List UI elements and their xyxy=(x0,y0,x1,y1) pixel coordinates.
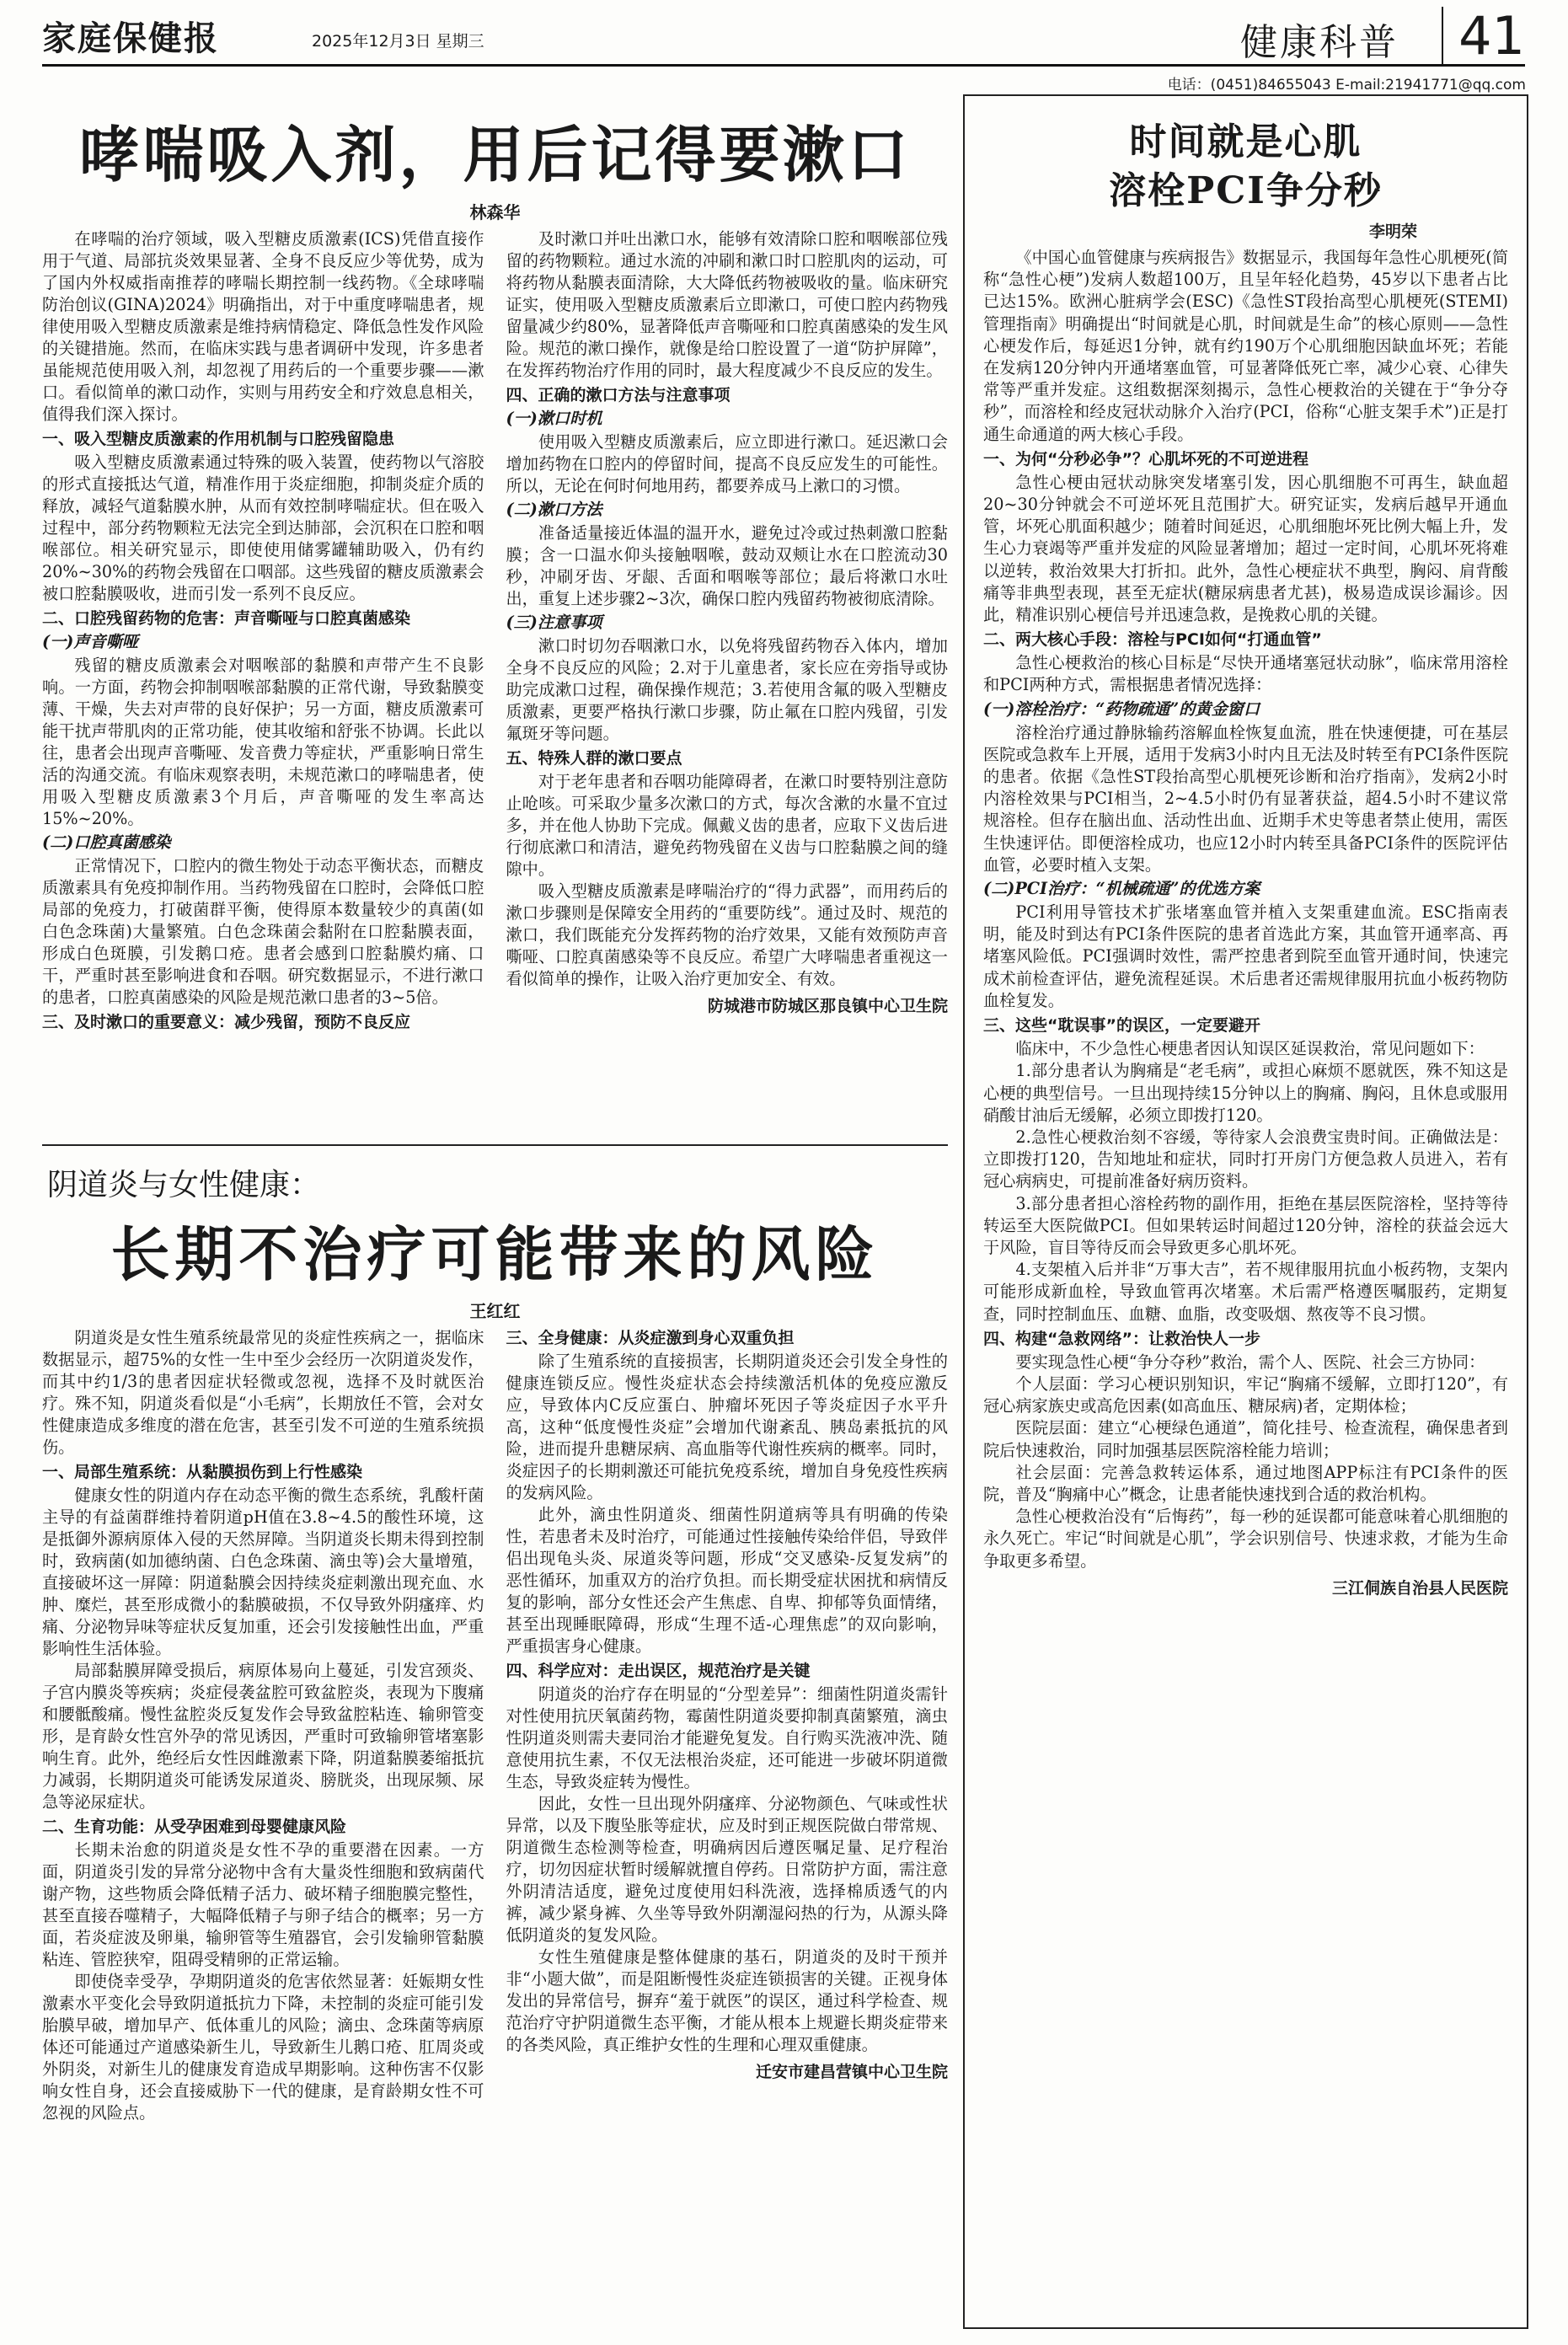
article-author: 王红红 xyxy=(469,1301,521,1321)
paragraph: 3.部分患者担心溶栓药物的副作用，拒绝在基层医院溶栓，坚持等待转运至大医院做PCI。但如果转运时间超过120分钟，溶栓的获益会远大于风险，盲目等待反而会导致更多心肌坏死。 xyxy=(983,1193,1508,1257)
paragraph: 阴道炎的治疗存在明显的“分型差异”：细菌性阴道炎需针对性使用抗厌氧菌药物，霉菌性阴道炎要抑制真菌繁殖，滴虫性阴道炎则需夫妻同治才能避免复发。自行购买洗液冲洗、随意使用抗生素，不仅无法根治炎症，还可能进一步破坏阴道微生态，导致炎症转为慢性。 xyxy=(506,1684,948,1791)
subsection-heading: (三)注意事项 xyxy=(506,613,602,632)
article-title: 哮喘吸入剂，用后记得要漱口 xyxy=(78,119,912,190)
paragraph: 漱口时切勿吞咽漱口水，以免将残留药物吞入体内，增加全身不良反应的风险；2.对于儿童患者，家长应在旁指导或协助完成漱口过程，确保操作规范；3.若使用含氟的吸入型糖皮质激素，更要严格执行漱口步骤，防止氟在口腔内残留，引发氟斑牙等问题。 xyxy=(506,636,948,743)
section-name: 健康科普 xyxy=(1240,21,1399,64)
subsection-heading: (二)口腔真菌感染 xyxy=(42,833,171,852)
contact-line: 电话：(0451)84655043 E-mail:21941771@qq.com xyxy=(1167,77,1526,94)
paragraph: 局部黏膜屏障受损后，病原体易向上蔓延，引发宫颈炎、子宫内膜炎等疾病；炎症侵袭盆腔可致盆腔炎，表现为下腹痛和腰骶酸痛。慢性盆腔炎反复发作会导致盆腔粘连、输卵管变形，是育龄女性宫外孕的常见诱因，严重时可致输卵管堵塞影响生育。此外，绝经后女性因雌激素下降，阴道黏膜萎缩抵抗力减弱，长期阴道炎可能诱发尿道炎、膀胱炎，出现尿频、尿急等泌尿症状。 xyxy=(42,1661,484,1812)
paragraph: 长期未治愈的阴道炎是女性不孕的重要潜在因素。一方面，阴道炎引发的异常分泌物中含有大量炎性细胞和致病菌代谢产物，这些物质会降低精子活力、破坏精子细胞膜完整性，甚至直接吞噬精子，大幅降低精子与卵子结合的概率；另一方面，若炎症波及卵巢，输卵管等生殖器官，会引发输卵管黏膜粘连、管腔狭窄，阻碍受精卵的正常运输。 xyxy=(42,1840,484,1969)
article-author: 林森华 xyxy=(469,202,521,222)
section-heading: 四、构建“急救网络”：让救治快人一步 xyxy=(983,1329,1260,1348)
article-title: 长期不治疗可能带来的风险 xyxy=(110,1219,880,1289)
signature: 三江侗族自治县人民医院 xyxy=(1331,1578,1508,1598)
paragraph: 吸入型糖皮质激素是哮喘治疗的“得力武器”，而用药后的漱口步骤则是保障安全用药的“重要防线”。通过及时、规范的漱口，我们既能充分发挥药物的治疗效果，又能有效预防声音嘶哑、口腔真菌感染等不良反应。希望广大哮喘患者重视这一看似简单的操作，让吸入治疗更加安全、有效。 xyxy=(506,881,948,988)
paragraph: 吸入型糖皮质激素通过特殊的吸入装置，使药物以气溶胶的形式直接抵达气道，精准作用于炎症细胞，抑制炎症介质的释放，减轻气道黏膜水肿，从而有效控制哮喘症状。但在吸入过程中，部分药物颗粒无法完全到达肺部，会沉积在口腔和咽喉部位。相关研究显示，即使使用储雾罐辅助吸入，仍有约20%~30%的药物会残留在口咽部。这些残留的糖皮质激素会被口腔黏膜吸收，进而引发一系列不良反应。 xyxy=(42,452,484,603)
paragraph: 在哮喘的治疗领域，吸入型糖皮质激素(ICS)凭借直接作用于气道、局部抗炎效果显著、全身不良反应少等优势，成为了国内外权威指南推荐的哮喘长期控制一线药物。《全球哮喘防治创议(GINA)2024》明确指出，对于中重度哮喘患者，规律使用吸入型糖皮质激素是维持病情稳定、降低急性发作风险的关键措施。然而，在临床实践与患者调研中发现，许多患者虽能规范使用吸入剂，却忽视了用药后的一个重要步骤——漱口。看似简单的漱口动作，实则与用药安全和疗效息息相关，值得我们深入探讨。 xyxy=(42,229,484,424)
article-heart-attack xyxy=(963,94,1528,2329)
subsection-heading: (一)声音嘶哑 xyxy=(42,632,139,651)
section-heading: 五、特殊人群的漱口要点 xyxy=(506,749,682,768)
section-heading: 三、全身健康：从炎症激到身心双重负担 xyxy=(506,1329,795,1347)
subsection-heading: (二)漱口方法 xyxy=(506,500,602,519)
article-author: 李明荣 xyxy=(1368,222,1417,241)
paragraph: 此外，滴虫性阴道炎、细菌性阴道病等具有明确的传染性，若患者未及时治疗，可能通过性接触传染给伴侣，导致伴侣出现龟头炎、尿道炎等问题，形成“交叉感染-反复发病”的恶性循环，加重双方的治疗负担。而长期受症状困扰和病情反复的影响，部分女性还会产生焦虑、自卑、抑郁等负面情绪，甚至出现睡眠障碍，形成“生理不适-心理焦虑”的双向影响，严重损害身心健康。 xyxy=(506,1505,948,1656)
paragraph: 4.支架植入后并非“万事大吉”，若不规律服用抗血小板药物，支架内可能形成新血栓，导致血管再次堵塞。术后需严格遵医嘱服药，定期复查，同时控制血压、血糖、血脂，改变吸烟、熬夜等不良习惯。 xyxy=(983,1260,1508,1324)
paper-name: 家庭保健报 xyxy=(42,19,219,58)
paragraph: 及时漱口并吐出漱口水，能够有效清除口腔和咽喉部位残留的药物颗粒。通过水流的冲刷和漱口时口腔肌肉的运动，可将药物从黏膜表面清除，大大降低药物被吸收的量。临床研究证实，使用吸入型糖皮质激素后立即漱口，可使口腔内药物残留量减少约80%，显著降低声音嘶哑和口腔真菌感染的发生风险。规范的漱口操作，就像是给口腔设置了一道“防护屏障”，在发挥药物治疗作用的同时，最大程度减少不良反应的发生。 xyxy=(506,229,948,380)
paragraph: 急性心梗救治的核心目标是“尽快开通堵塞冠状动脉”，临床常用溶栓和PCI两种方式，需根据患者情况选择： xyxy=(983,653,1508,695)
section-heading: 三、及时漱口的重要意义：减少残留，预防不良反应 xyxy=(42,1013,411,1031)
section-heading: 二、生育功能：从受孕困难到母婴健康风险 xyxy=(42,1818,347,1836)
section-heading: 四、科学应对：走出误区，规范治疗是关键 xyxy=(506,1662,811,1680)
signature: 防城港市防城区那良镇中心卫生院 xyxy=(707,997,948,1015)
paragraph: 医院层面：建立“心梗绿色通道”，简化挂号、检查流程，确保患者到院后快速救治，同时加强基层医院溶栓能力培训； xyxy=(983,1418,1508,1460)
section-heading: 二、口腔残留药物的危害：声音嘶哑与口腔真菌感染 xyxy=(42,609,411,628)
section-heading: 一、吸入型糖皮质激素的作用机制与口腔残留隐患 xyxy=(42,430,395,448)
title-line-2: 溶栓PCI争分秒 xyxy=(1109,169,1383,212)
paragraph: 个人层面：学习心梗识别知识，牢记“胸痛不缓解，立即打120”，有冠心病家族史或高危因素(如高血压、糖尿病)者，定期体检； xyxy=(983,1373,1508,1416)
masthead xyxy=(42,5,1525,67)
signature: 迁安市建昌营镇中心卫生院 xyxy=(755,2063,948,2081)
paragraph: 即使侥幸受孕，孕期阴道炎的危害依然显著：妊娠期女性激素水平变化会导致阴道抵抗力下降，未控制的炎症可能引发胎膜早破，增加早产、低体重儿的风险；滴虫、念珠菌等病原体还可能通过产道感染新生儿，导致新生儿鹅口疮、肛周炎或外阴炎，对新生儿的健康发育造成早期影响。这种伤害不仅影响女性自身，还会直接威胁下一代的健康，是育龄期女性不可忽视的风险点。 xyxy=(42,1972,484,2123)
paragraph: 准备适量接近体温的温开水，避免过冷或过热刺激口腔黏膜；含一口温水仰头接触咽喉，鼓动双颊让水在口腔流动30秒，冲刷牙齿、牙龈、舌面和咽喉等部位；最后将漱口水吐出，重复上述步骤2~3次，确保口腔内残留药物被彻底清除。 xyxy=(506,523,948,608)
section-heading: 一、为何“分秒必争”？心肌坏死的不可逆进程 xyxy=(983,449,1308,468)
paragraph: 阴道炎是女性生殖系统最常见的炎症性疾病之一，据临床数据显示，超75%的女性一生中至少会经历一次阴道炎发作，而其中约1/3的患者因症状轻微或忽视，选择不及时就医治疗。殊不知，阴道炎看似是“小毛病”，长期放任不管，会对女性健康造成多维度的潜在危害，甚至引发不可逆的生殖系统损伤。 xyxy=(42,1328,484,1457)
paragraph: 急性心梗由冠状动脉突发堵塞引发，因心肌细胞不可再生，缺血超20~30分钟就会不可逆坏死且范围扩大。研究证实，发病后越早开通血管，坏死心肌面积越少；随着时间延迟，心肌细胞坏死比例大幅上升，发生心力衰竭等严重并发症的风险显著增加；超过一定时间，心肌坏死将难以逆转，救治效果大打折扣。此外，急性心梗症状不典型，胸闷、肩背酸痛等非典型表现，甚至无症状(糖尿病患者尤甚)，极易造成误诊漏诊。因此，精准识别心梗信号并迅速急救，是挽救心肌的关键。 xyxy=(983,472,1508,625)
paragraph: 对于老年患者和吞咽功能障碍者，在漱口时要特别注意防止呛咳。可采取少量多次漱口的方式，每次含漱的水量不宜过多，并在他人协助下完成。佩戴义齿的患者，应取下义齿后进行彻底漱口和清洁，避免药物残留在义齿与口腔黏膜之间的缝隙中。 xyxy=(506,772,948,879)
article-asthma xyxy=(42,99,948,1146)
article-body xyxy=(42,228,948,1033)
paragraph: 社会层面：完善急救转运体系，通过地图APP标注有PCI条件的医院，普及“胸痛中心”概念，让患者能快速找到合适的救治机构。 xyxy=(983,1462,1508,1504)
paragraph: 1.部分患者认为胸痛是“老毛病”，或担心麻烦不愿就医，殊不知这是心梗的典型信号。一旦出现持续15分钟以上的胸痛、胸闷，且休息或服用硝酸甘油后无缓解，必须立即拨打120。 xyxy=(983,1061,1508,1125)
section-heading: 四、正确的漱口方法与注意事项 xyxy=(506,386,730,404)
paragraph: 2.急性心梗救治刻不容缓，等待家人会浪费宝贵时间。正确做法是：立即拨打120，告知地址和症状，同时打开房门方便急救人员进入，若有冠心病病史，可提前准备好病历资料。 xyxy=(983,1127,1508,1191)
article-body xyxy=(965,247,1527,1599)
paragraph: 《中国心血管健康与疾病报告》数据显示，我国每年急性心肌梗死(简称“急性心梗”)发病人数超100万，且呈年轻化趋势，45岁以下患者占比已达15%。欧洲心脏病学会(ESC)《急性ST段抬高型心肌梗死(STEMI)管理指南》明确提出“时间就是心肌，时间就是生命”的核心原则——急性心梗发作后，每延迟1分钟，就有约190万个心肌细胞因缺血坏死；若能在发病120分钟内开通堵塞血管，可显著降低死亡率，减少心衰、心律失常等严重并发症。这组数据深刻揭示，急性心梗救治的关键在于“争分夺秒”，而溶栓和经皮冠状动脉介入治疗(PCI，俗称“心脏支架手术”)正是打通生命通道的两大核心手段。 xyxy=(983,248,1508,444)
issue-date: 2025年12月3日 星期三 xyxy=(312,32,484,51)
section-heading: 一、局部生殖系统：从黏膜损伤到上行性感染 xyxy=(42,1463,363,1481)
page-number: 41 xyxy=(1442,7,1525,66)
paragraph: 使用吸入型糖皮质激素后，应立即进行漱口。延迟漱口会增加药物在口腔内的停留时间，提高不良反应发生的可能性。所以，无论在何时何地用药，都要养成马上漱口的习惯。 xyxy=(506,432,948,495)
article-kicker: 阴道炎与女性健康： xyxy=(47,1168,321,1202)
paragraph: 急性心梗救治没有“后悔药”，每一秒的延误都可能意味着心肌细胞的永久死亡。牢记“时间就是心肌”，学会识别信号、快速求救，才能为生命争取更多希望。 xyxy=(983,1507,1508,1571)
paragraph: 溶栓治疗通过静脉输药溶解血栓恢复血流，胜在快速便捷，可在基层医院或急救车上开展，适用于发病3小时内且无法及时转至有PCI条件医院的患者。依据《急性ST段抬高型心肌梗死诊断和治疗指南》，发病2小时内溶栓效果与PCI相当，2~4.5小时仍有显著获益，超4.5小时不建议常规溶栓。但存在脑出血、活动性出血、近期手术史等患者禁止使用，需医生快速评估。即便溶栓成功，也应12小时内转至具备PCI条件的医院评估血管，必要时植入支架。 xyxy=(983,722,1509,875)
title-line-1: 时间就是心肌 xyxy=(1129,120,1362,163)
section-heading: 二、两大核心手段：溶栓与PCI如何“打通血管” xyxy=(983,630,1322,650)
paragraph: PCI利用导管技术扩张堵塞血管并植入支架重建血流。ESC指南表明，能及时到达有PCI条件医院的患者首选此方案，其血管开通率高、再堵塞风险低。PCI强调时效性，需严控患者到院至血管开通时间，快速完成术前检查评估，避免流程延误。术后患者还需规律服用抗血小板药物防血栓复发。 xyxy=(983,902,1508,1010)
article-title xyxy=(965,118,1527,216)
paragraph: 除了生殖系统的直接损害，长期阴道炎还会引发全身性的健康连锁反应。慢性炎症状态会持续激活机体的免疫应激反应，导致体内C反应蛋白、肿瘤坏死因子等炎症因子水平升高，这种“低度慢性炎症”会增加代谢紊乱、胰岛素抵抗的风险，进而提升患糖尿病、高血脂等代谢性疾病的概率。同时，炎症因子的长期刺激还可能抗免疫系统，增加自身免疫性疾病的发病风险。 xyxy=(506,1352,948,1502)
paragraph: 因此，女性一旦出现外阴瘙痒、分泌物颜色、气味或性状异常，以及下腹坠胀等症状，应及时到正规医院做白带常规、阴道微生态检测等检查，明确病因后遵医嘱足量、足疗程治疗，切勿因症状暂时缓解就擅自停药。日常防护方面，需注意外阴清洁适度，避免过度使用妇科洗液，选择棉质透气的内裤，减少紧身裤、久坐等导致外阴潮湿闷热的行为，从源头降低阴道炎的复发风险。 xyxy=(506,1794,948,1945)
paragraph: 女性生殖健康是整体健康的基石，阴道炎的及时干预并非“小题大做”，而是阻断慢性炎症连锁损害的关键。正视身体发出的异常信号，摒弃“羞于就医”的误区，通过科学检查、规范治疗守护阴道微生态平衡，才能从根本上规避长期炎症带来的各类风险，真正维护女性的生理和心理双重健康。 xyxy=(506,1947,948,2054)
subsection-heading: (一)漱口时机 xyxy=(506,409,602,428)
section-heading: 三、这些“耽误事”的误区，一定要避开 xyxy=(983,1016,1260,1036)
paragraph: 临床中，不少急性心梗患者因认知误区延误救治，常见问题如下： xyxy=(1015,1039,1485,1059)
paragraph: 残留的糖皮质激素会对咽喉部的黏膜和声带产生不良影响。一方面，药物会抑制咽喉部黏膜的正常代谢，导致黏膜变薄、干燥，失去对声带的良好保护；另一方面，糖皮质激素可能干扰声带肌肉的正常功能，使其收缩和舒张不协调。长此以往，患者会出现声音嘶哑、发音费力等症状，严重影响日常生活的沟通交流。有临床观察表明，未规范漱口的哮喘患者，使用吸入型糖皮质激素3个月后，声音嘶哑的发生率高达15%~20%。 xyxy=(42,656,484,828)
subsection-heading: (一)溶栓治疗：“药物疏通”的黄金窗口 xyxy=(983,699,1260,719)
paragraph: 正常情况下，口腔内的微生物处于动态平衡状态，而糖皮质激素具有免疫抑制作用。当药物残留在口腔时，会降低口腔局部的免疫力，打破菌群平衡，使得原本数量较少的真菌(如白色念珠菌)大量繁殖。白色念珠菌会黏附在口腔黏膜表面，形成白色斑膜，引发鹅口疮。患者会感到口腔黏膜灼痛、口干，严重时甚至影响进食和吞咽。研究数据显示，不进行漱口的患者，口腔真菌感染的风险是规范漱口患者的3~5倍。 xyxy=(42,856,484,1007)
paragraph: 健康女性的阴道内存在动态平衡的微生态系统，乳酸杆菌主导的有益菌群维持着阴道pH值在3.8~4.5的酸性环境，这是抵御外源病原体入侵的天然屏障。当阴道炎长期未得到控制时，致病菌(如加德纳菌、白色念珠菌、滴虫等)会大量增殖，直接破坏这一屏障：阴道黏膜会因持续炎症刺激出现充血、水肿、糜烂，甚至形成微小的黏膜破损，不仅导致外阴瘙痒、灼痛、分泌物异味等症状反复加重，还会引发接触性出血，严重影响性生活体验。 xyxy=(42,1486,484,1658)
article-body xyxy=(42,1327,948,2124)
paragraph: 要实现急性心梗“争分夺秒”救治，需个人、医院、社会三方协同： xyxy=(1015,1352,1485,1372)
subsection-heading: (二)PCI治疗：“机械疏通”的优选方案 xyxy=(983,879,1260,899)
article-vaginitis xyxy=(42,1153,948,2324)
